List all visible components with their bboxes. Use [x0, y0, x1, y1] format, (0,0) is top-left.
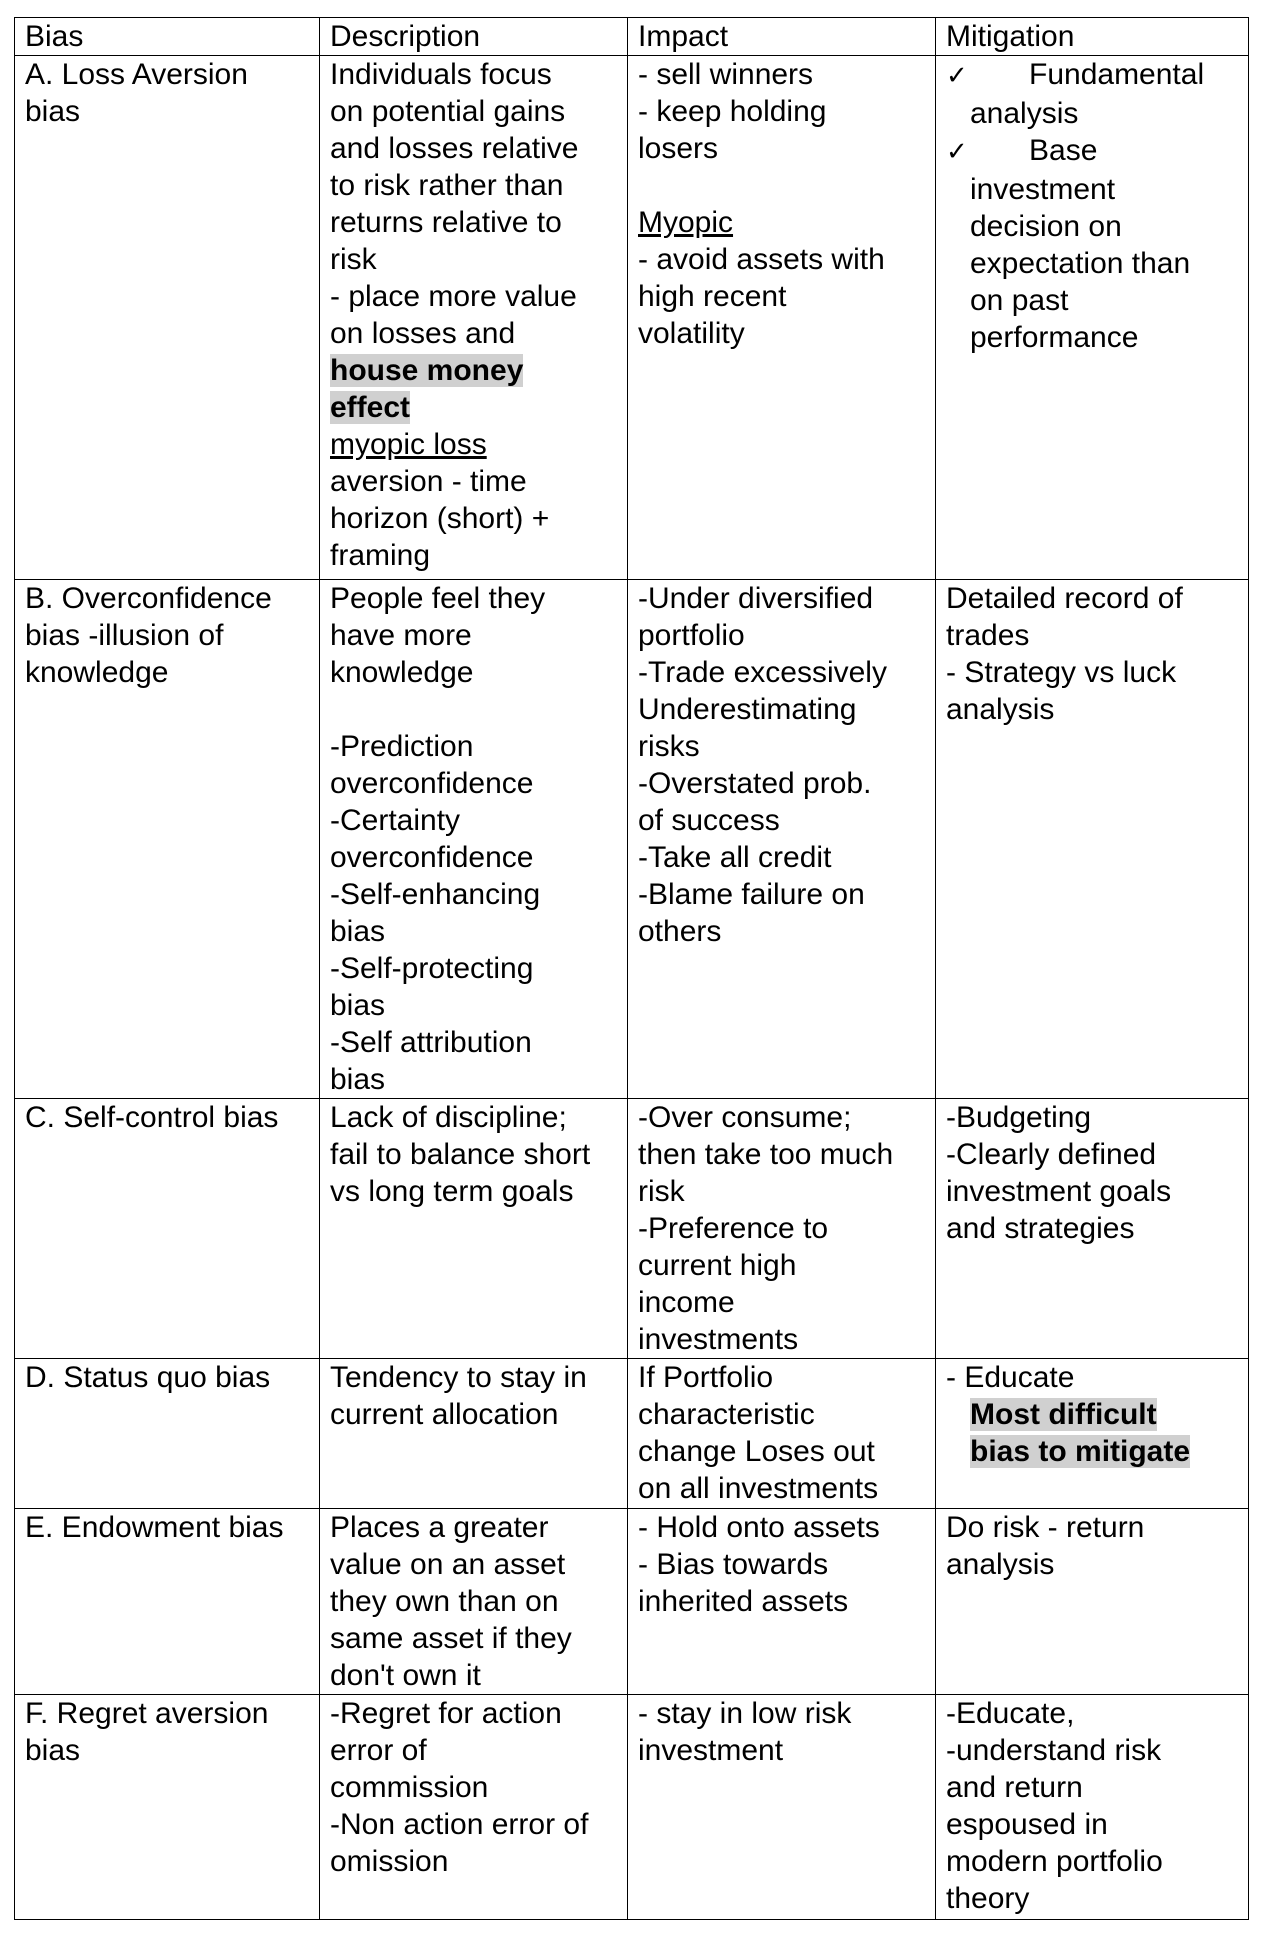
cell-line: E. Endowment bias — [25, 1511, 284, 1544]
cell-line: - stay in low risk — [638, 1697, 852, 1730]
mitigation-cell — [936, 580, 1249, 1099]
cell-line: on past — [970, 284, 1069, 317]
cell-line: - sell winners — [638, 58, 814, 91]
cell-line: they own than on — [330, 1585, 559, 1618]
bias-cell — [15, 1509, 320, 1695]
cell-line: -Regret for action — [330, 1697, 562, 1730]
cell-line: on all investments — [638, 1472, 879, 1505]
description-cell — [320, 1695, 628, 1920]
description-cell — [320, 56, 628, 580]
cell-line: performance — [970, 321, 1139, 354]
cell-line: -Self-enhancing — [330, 878, 541, 911]
impact-cell — [628, 1695, 936, 1920]
cell-line: aversion - time — [330, 465, 527, 498]
underlined-term: Myopic — [638, 206, 734, 239]
cell-line: - Bias towards — [638, 1548, 829, 1581]
table-row — [15, 580, 1249, 1099]
cell-line: -Budgeting — [946, 1101, 1092, 1134]
cell-line: fail to balance short — [330, 1138, 591, 1171]
cell-line: analysis — [946, 1548, 1055, 1581]
cell-line: -Blame failure on — [638, 878, 865, 911]
cell-line: -Take all credit — [638, 841, 832, 874]
cell-line: Places a greater — [330, 1511, 549, 1544]
header-row — [15, 18, 1249, 56]
header-description: Description — [320, 18, 628, 56]
cell-line: characteristic — [638, 1398, 815, 1431]
cell-line: overconfidence — [330, 841, 534, 874]
highlighted-term: bias to mitigate — [970, 1435, 1191, 1468]
cell-line: commission — [330, 1771, 489, 1804]
impact-cell — [628, 580, 936, 1099]
mitigation-cell — [936, 1359, 1249, 1509]
cell-line: Detailed record of — [946, 582, 1183, 615]
cell-line: overconfidence — [330, 767, 534, 800]
bias-cell — [15, 1359, 320, 1509]
cell-line: If Portfolio — [638, 1361, 774, 1394]
cell-line: F. Regret aversion — [25, 1697, 269, 1730]
cell-line: -Over consume; — [638, 1101, 852, 1134]
highlighted-term: effect — [330, 391, 411, 424]
cell-line: on potential gains — [330, 95, 566, 128]
cell-line: income — [638, 1286, 735, 1319]
cell-line: same asset if they — [330, 1622, 572, 1655]
cell-line: have more — [330, 619, 472, 652]
checkmark-icon: ✓ — [946, 61, 968, 91]
cell-line: current high — [638, 1249, 797, 1282]
description-cell — [320, 1099, 628, 1359]
cell-line: -Trade excessively — [638, 656, 887, 689]
cell-line: Individuals focus — [330, 58, 552, 91]
cell-line: -Clearly defined — [946, 1138, 1157, 1171]
mitigation-cell — [936, 1695, 1249, 1920]
cell-line: returns relative to — [330, 206, 562, 239]
cell-line: omission — [330, 1845, 449, 1878]
cell-line: and losses relative — [330, 132, 579, 165]
cell-line: modern portfolio — [946, 1845, 1163, 1878]
cell-line: - place more value — [330, 280, 577, 313]
cell-line: espoused in — [946, 1808, 1108, 1841]
cell-line: high recent — [638, 280, 787, 313]
cell-line: investment goals — [946, 1175, 1172, 1208]
cell-line: Tendency to stay in — [330, 1361, 587, 1394]
bias-cell — [15, 1099, 320, 1359]
cell-line: others — [638, 915, 722, 948]
impact-cell — [628, 56, 936, 580]
cell-line: analysis — [970, 97, 1079, 130]
cell-line: investments — [638, 1323, 799, 1356]
bias-cell — [15, 580, 320, 1099]
cell-line: and strategies — [946, 1212, 1135, 1245]
cell-line: Lack of discipline; — [330, 1101, 567, 1134]
cell-line: inherited assets — [638, 1585, 849, 1618]
cell-line: D. Status quo bias — [25, 1361, 271, 1394]
cell-line: decision on — [970, 210, 1122, 243]
table-row — [15, 1359, 1249, 1509]
bias-cell — [15, 56, 320, 580]
table-row — [15, 1695, 1249, 1920]
highlighted-term: Most difficult — [970, 1398, 1157, 1431]
cell-line: bias — [25, 1734, 81, 1767]
cell-line: theory — [946, 1882, 1030, 1915]
cell-line: of success — [638, 804, 780, 837]
cell-line: risks — [638, 730, 700, 763]
bias-cell — [15, 1695, 320, 1920]
bias-table — [14, 17, 1249, 1920]
checkmark-icon: ✓ — [946, 137, 968, 167]
cell-line: -Certainty — [330, 804, 461, 837]
cell-line: -Self attribution — [330, 1026, 532, 1059]
highlighted-term: house money — [330, 354, 524, 387]
cell-line: B. Overconfidence — [25, 582, 272, 615]
cell-line: Underestimating — [638, 693, 857, 726]
cell-line: error of — [330, 1734, 427, 1767]
cell-line: risk — [330, 243, 377, 276]
cell-line: on losses and — [330, 317, 516, 350]
cell-line: People feel they — [330, 582, 546, 615]
cell-line: losers — [638, 132, 719, 165]
cell-line: -Self-protecting — [330, 952, 534, 985]
underlined-term: myopic loss — [330, 428, 487, 461]
cell-line: change Loses out — [638, 1435, 875, 1468]
cell-line: trades — [946, 619, 1030, 652]
cell-line: and return — [946, 1771, 1083, 1804]
cell-line: -Non action error of — [330, 1808, 589, 1841]
description-cell — [320, 580, 628, 1099]
cell-line: risk — [638, 1175, 685, 1208]
cell-line: expectation than — [970, 247, 1191, 280]
cell-line: framing — [330, 539, 431, 572]
cell-line: bias — [330, 915, 386, 948]
description-cell — [320, 1509, 628, 1695]
table-row — [15, 1509, 1249, 1695]
cell-line: C. Self-control bias — [25, 1101, 279, 1134]
cell-line: - keep holding — [638, 95, 827, 128]
cell-line: horizon (short) + — [330, 502, 550, 535]
cell-line: -Preference to — [638, 1212, 829, 1245]
table-row — [15, 56, 1249, 580]
cell-line: then take too much — [638, 1138, 894, 1171]
impact-cell — [628, 1359, 936, 1509]
mitigation-cell — [936, 56, 1249, 580]
cell-line: -Under diversified — [638, 582, 874, 615]
cell-line: investment — [970, 173, 1116, 206]
cell-line: current allocation — [330, 1398, 559, 1431]
cell-line: Base — [1029, 134, 1098, 167]
cell-line: knowledge — [330, 656, 474, 689]
header-impact: Impact — [628, 18, 936, 56]
table-row — [15, 1099, 1249, 1359]
cell-line: Do risk - return — [946, 1511, 1145, 1544]
cell-line: analysis — [946, 693, 1055, 726]
cell-line: knowledge — [25, 656, 169, 689]
cell-line: to risk rather than — [330, 169, 564, 202]
cell-line: value on an asset — [330, 1548, 566, 1581]
cell-line: Fundamental — [1029, 58, 1205, 91]
cell-line: bias — [25, 95, 81, 128]
cell-line: don't own it — [330, 1659, 481, 1692]
cell-line: volatility — [638, 317, 745, 350]
mitigation-cell — [936, 1099, 1249, 1359]
header-mitigation: Mitigation — [936, 18, 1249, 56]
cell-line: - avoid assets with — [638, 243, 885, 276]
impact-cell — [628, 1509, 936, 1695]
header-bias: Bias — [15, 18, 320, 56]
impact-cell — [628, 1099, 936, 1359]
cell-line: - Hold onto assets — [638, 1511, 880, 1544]
cell-line: - Educate — [946, 1361, 1075, 1394]
description-cell — [320, 1359, 628, 1509]
cell-line: bias — [330, 1063, 386, 1096]
cell-line: bias -illusion of — [25, 619, 224, 652]
cell-line: portfolio — [638, 619, 745, 652]
mitigation-cell — [936, 1509, 1249, 1695]
cell-line: - Strategy vs luck — [946, 656, 1177, 689]
cell-line: A. Loss Aversion — [25, 58, 248, 91]
cell-line: bias — [330, 989, 386, 1022]
cell-line: investment — [638, 1734, 784, 1767]
cell-line: -Educate, — [946, 1697, 1075, 1730]
cell-line: vs long term goals — [330, 1175, 574, 1208]
cell-line: -understand risk — [946, 1734, 1162, 1767]
cell-line: -Prediction — [330, 730, 474, 763]
cell-line: -Overstated prob. — [638, 767, 872, 800]
